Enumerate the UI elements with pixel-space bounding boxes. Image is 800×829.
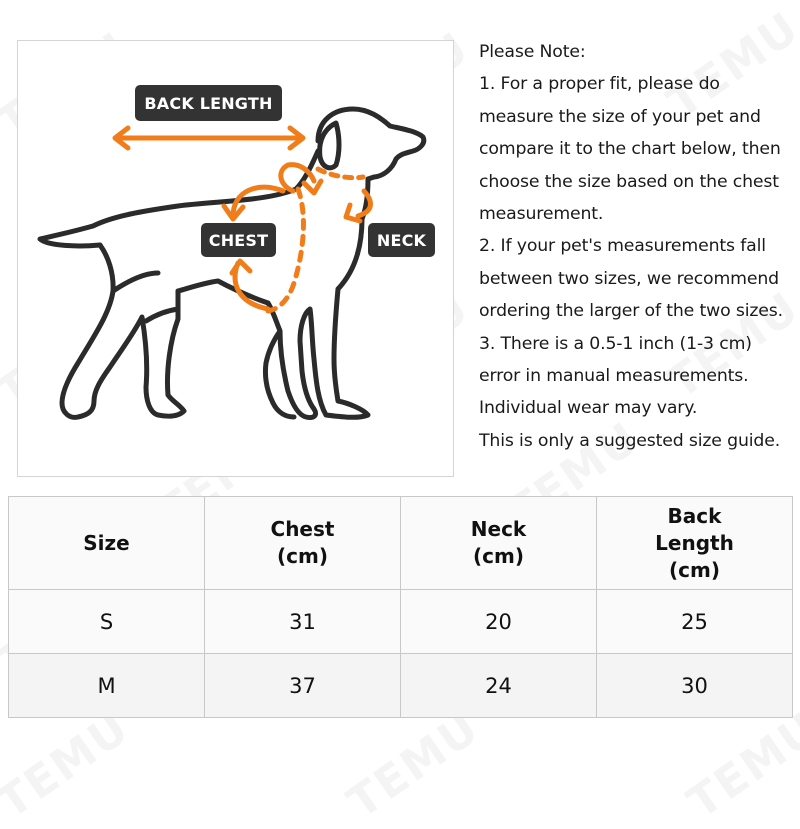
cell-chest: 31 [205,590,401,654]
notes-line: 2. If your pet's measurements fall [479,236,766,257]
size-guide-notes [479,36,799,457]
header-neck [401,497,597,590]
cell-chest: 37 [205,654,401,718]
cell-neck: 24 [401,654,597,718]
header-chest [205,497,401,590]
back-length-arrow [115,128,303,148]
cell-back-length: 30 [597,654,793,718]
cell-size: S [9,590,205,654]
header-length-line: Length [655,530,734,555]
header-back-line: Back [667,503,722,528]
chest-label: CHEST [201,223,276,257]
notes-heading: Please Note: [479,42,586,62]
header-chest-line: Chest [270,517,335,541]
cell-size: M [9,654,205,718]
header-back-length [597,497,793,590]
table-row [9,590,793,654]
back-length-label: BACK LENGTH [135,85,282,121]
notes-line: 3. There is a 0.5-1 inch (1-3 cm) [479,333,752,354]
table-header-row [9,497,793,590]
notes-line: compare it to the chart below, then [479,139,781,160]
notes-line: measurement. [479,204,604,225]
cell-back-length: 25 [597,590,793,654]
notes-line: measure the size of your pet and [479,106,761,127]
notes-line: ordering the larger of the two sizes. [479,301,783,322]
size-chart-table [8,496,793,718]
header-size: Size [9,497,205,590]
header-back-length-unit: (cm) [669,557,720,582]
notes-line: choose the size based on the chest [479,171,779,192]
header-chest-unit: (cm) [277,544,328,568]
header-neck-unit: (cm) [473,544,524,568]
header-neck-line: Neck [470,517,527,541]
neck-arrow [318,169,370,221]
notes-line: This is only a suggested size guide. [479,430,781,451]
watermark [0,702,139,828]
dog-outline [40,109,424,418]
dog-measurement-figure [17,40,454,477]
notes-line: 1. For a proper fit, please do [479,74,720,95]
neck-label: NECK [368,223,435,257]
notes-line: between two sizes, we recommend [479,268,779,289]
table-row [9,654,793,718]
cell-neck: 20 [401,590,597,654]
watermark [339,702,489,828]
notes-line: Individual wear may vary. [479,398,698,419]
notes-line: error in manual measurements. [479,366,749,387]
watermark [679,702,800,828]
